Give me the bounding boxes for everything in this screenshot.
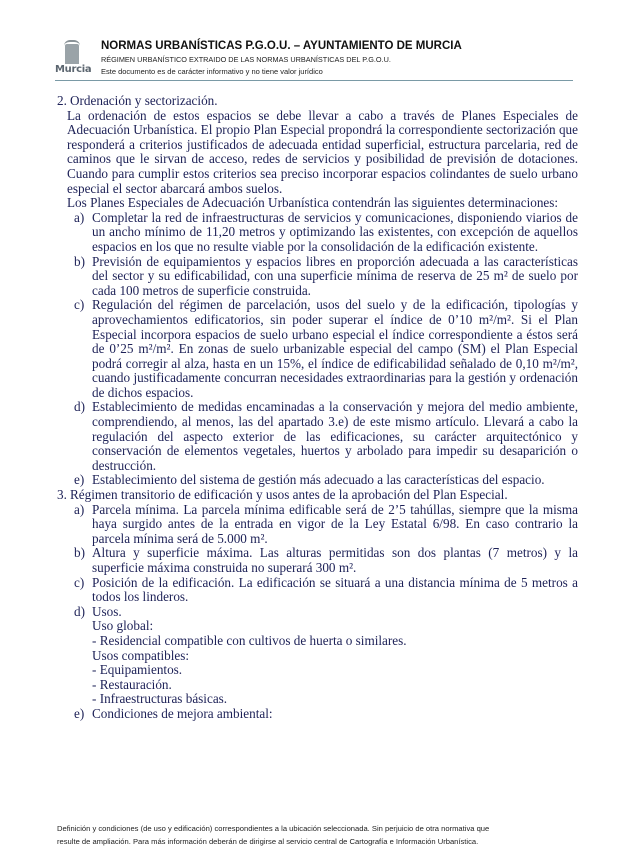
list-item <box>57 546 578 575</box>
list-item <box>57 503 578 547</box>
paragraph: Los Planes Especiales de Adecuación Urbanística contendrán las siguientes determinaciones: <box>67 195 559 211</box>
item-text: Previsión de equipamientos y espacios libres en proporción adecuada a las características del sector y su edificabilidad, con una superficie mínima de reserva de 25 m² de suelo por cada 100 metros de superficie construida. <box>92 253 578 298</box>
usos-global-item: - Residencial compatible con cultivos de huerta o similares. <box>92 632 407 648</box>
document-footer <box>57 823 577 848</box>
section-3-heading <box>57 488 578 503</box>
item-label: b) <box>74 545 85 561</box>
murcia-logo <box>55 40 91 78</box>
document-body <box>57 94 578 722</box>
item-label: b) <box>74 253 85 269</box>
list-item <box>57 255 578 299</box>
list-item <box>57 298 578 400</box>
logo-text: Murcia <box>55 64 92 75</box>
list-item <box>57 605 578 620</box>
section-2-heading <box>57 94 578 109</box>
item-text: Condiciones de mejora ambiental: <box>92 705 273 721</box>
item-text: Establecimiento de medidas encaminadas a la conservación y mejora del medio ambiente, comprendiendo, al menos, las del apartado 3.e) de este mismo artículo. Llevará a cabo la regulación del aspecto exterior de las edificaciones, su carácter arquitectónico y conservación de elementos vegetales, huertos y arbolado para impedir su desaparición o destrucción. <box>92 399 578 473</box>
section-title: Ordenación y sectorización. <box>70 93 218 108</box>
list-item <box>57 473 578 488</box>
item-label: a) <box>74 209 85 225</box>
item-label: d) <box>74 399 85 415</box>
list-item <box>57 211 578 255</box>
usos-compatible-item: - Infraestructuras básicas. <box>92 691 228 707</box>
header-title: NORMAS URBANÍSTICAS P.G.O.U. – AYUNTAMIENTO DE MURCIA <box>101 40 462 52</box>
footer-line: Definición y condiciones (de uso y edificación) correspondientes a la ubicación seleccionada. Sin perjuicio de otra normativa que <box>57 824 490 833</box>
list-item <box>57 707 578 722</box>
item-text: Usos. <box>92 603 122 619</box>
header-subtitle: RÉGIMEN URBANÍSTICO EXTRAIDO DE LAS NORMAS URBANÍSTICAS DEL P.G.O.U. <box>101 55 391 64</box>
item-label: a) <box>74 501 85 517</box>
document-header <box>55 38 573 81</box>
usos-compatible-item: - Restauración. <box>92 676 172 692</box>
header-note: Este documento es de carácter informativo y no tiene valor jurídico <box>101 67 323 76</box>
item-label: c) <box>74 574 85 590</box>
item-label: e) <box>74 705 85 721</box>
section-title: Régimen transitorio de edificación y usos antes de la aprobación del Plan Especial. <box>70 487 508 503</box>
item-label: c) <box>74 297 85 313</box>
item-text: Posición de la edificación. La edificación se situará a una distancia mínima de 5 metros a todos los linderos. <box>92 574 578 605</box>
item-text: Regulación del régimen de parcelación, usos del suelo y de la edificación, tipologías y aprovechamientos edificatorios, sin poder superar el índice de 0’10 m²/m². Si el Plan Especial incorpora espacios de suelo urbano especial el índice correspondiente a éstos será de 0’25 m²/m². En zonas de suelo urbanizable especial del campo (SM) el Plan Especial podrá corregir al alza, hasta en un 15%, el índice de edificabilidad señalado de 0,10 m²/m², cuando justificadamente concurran necesidades extraordinarias para la gestión y ordenación de dichos espacios. <box>92 297 578 400</box>
item-label: e) <box>74 472 85 488</box>
usos-compatible-item: - Equipamientos. <box>92 662 183 678</box>
section-number: 3. <box>57 487 67 503</box>
item-text: Establecimiento del sistema de gestión más adecuado a las características del espacio. <box>92 472 545 488</box>
footer-line: resulte de ampliación. Para más información deberán de dirigirse al servicio central de Cartografía e Información Urbanística. <box>57 836 479 846</box>
item-text: Parcela mínima. La parcela mínima edificable será de 2’5 tahúllas, siempre que la misma haya surgido antes de la entrada en vigor de la Ley Estatal 6/98. En caso contrario la parcela mínima será de 5.000 m². <box>92 501 578 546</box>
usos-global-label: Uso global: <box>92 618 154 634</box>
usos-compatible-label: Usos compatibles: <box>92 647 190 663</box>
paragraph: La ordenación de estos espacios se debe llevar a cabo a través de Planes Especiales de Adecuación Urbanística. El propio Plan Especial propondrá la correspondiente sectorización que responderá a criterios justificados de adecuada entidad superficial, estructura parcelaria, red de caminos que le sirvan de acceso, redes de servicios y posibilidad de previsión de dotaciones. Cuando para cumplir estos criterios sea preciso incorporar espacios colindantes de suelo urbano especial el sector abarcará ambos suelos. <box>67 107 578 196</box>
tower-icon <box>65 44 79 64</box>
list-item <box>57 576 578 605</box>
item-text: Completar la red de infraestructuras de servicios y comunicaciones, disponiendo viarios de un ancho mínimo de 11,20 metros y optimizando las existentes, con excepción de aquellos espacios en los que no resulte viable por la consolidación de la edificación existente. <box>92 209 578 254</box>
list-item <box>57 400 578 473</box>
section-number: 2. <box>57 93 67 108</box>
item-label: d) <box>74 603 85 619</box>
item-text: Altura y superficie máxima. Las alturas permitidas son dos plantas (7 metros) y la superficie máxima construida no superará 300 m². <box>92 545 578 575</box>
